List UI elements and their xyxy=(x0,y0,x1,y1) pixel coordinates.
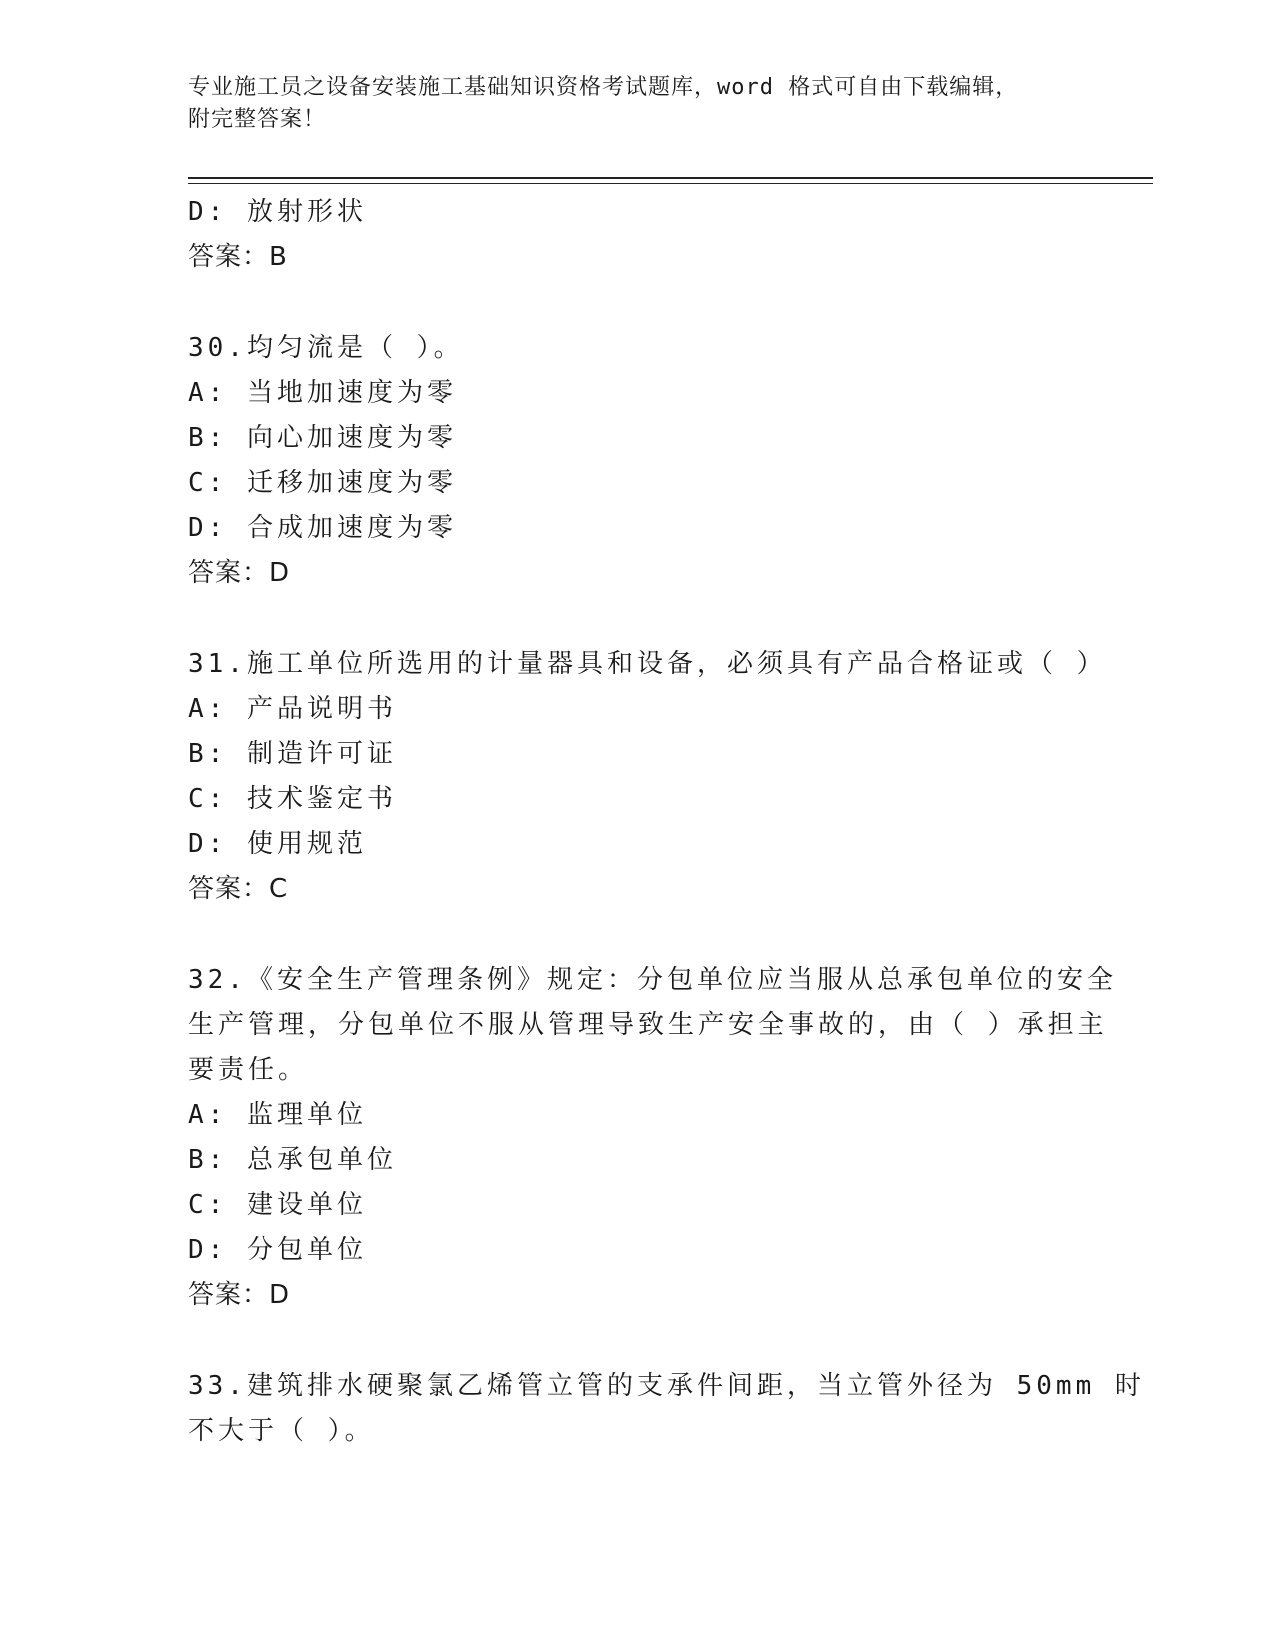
header-line-1: 专业施工员之设备安装施工基础知识资格考试题库，word 格式可自由下载编辑， xyxy=(188,75,1019,100)
question-text-line-1: 33.建筑排水硬聚氯乙烯管立管的支承件间距，当立管外径为 50mm 时 xyxy=(188,1371,1145,1401)
option-b: B: 制造许可证 xyxy=(188,739,397,769)
header-line-2: 附完整答案！ xyxy=(188,107,327,132)
question-text: 31.施工单位所选用的计量器具和设备，必须具有产品合格证或（ ） xyxy=(188,649,1107,679)
answer: 答案：D xyxy=(188,558,291,588)
document-header xyxy=(188,72,1068,136)
spacer xyxy=(188,912,1088,958)
option-c: C: 迁移加速度为零 xyxy=(188,468,457,498)
spacer xyxy=(188,596,1088,642)
option-a: A: 监理单位 xyxy=(188,1100,367,1130)
option-a: A: 当地加速度为零 xyxy=(188,378,457,408)
option-d: D: 使用规范 xyxy=(188,829,367,859)
header-divider-thin xyxy=(188,183,1153,184)
question-30 xyxy=(188,326,1088,596)
question-text-line-2: 生产管理，分包单位不服从管理导致生产安全事故的，由（ ）承担主 xyxy=(188,1010,1108,1040)
prev-option-d: D: 放射形状 xyxy=(188,197,367,227)
option-c: C: 技术鉴定书 xyxy=(188,784,397,814)
answer: 答案：C xyxy=(188,874,289,904)
question-33 xyxy=(188,1364,1145,1454)
question-32 xyxy=(188,958,1117,1318)
answer: 答案：D xyxy=(188,1280,291,1310)
option-a: A: 产品说明书 xyxy=(188,694,397,724)
question-text-line-2: 不大于（ ）。 xyxy=(188,1416,375,1446)
question-31 xyxy=(188,642,1107,912)
header-divider-thick xyxy=(188,177,1153,179)
spacer xyxy=(188,1318,1088,1364)
question-text-line-1: 32.《安全生产管理条例》规定：分包单位应当服从总承包单位的安全 xyxy=(188,965,1117,995)
option-d: D: 合成加速度为零 xyxy=(188,513,457,543)
option-d: D: 分包单位 xyxy=(188,1235,367,1265)
question-text-line-3: 要责任。 xyxy=(188,1055,309,1085)
option-c: C: 建设单位 xyxy=(188,1190,367,1220)
option-b: B: 总承包单位 xyxy=(188,1145,397,1175)
prev-answer: 答案：B xyxy=(188,242,288,272)
option-b: B: 向心加速度为零 xyxy=(188,423,457,453)
document-body xyxy=(188,190,1145,1454)
question-text: 30.均匀流是（ ）。 xyxy=(188,333,464,363)
spacer xyxy=(188,280,1088,326)
